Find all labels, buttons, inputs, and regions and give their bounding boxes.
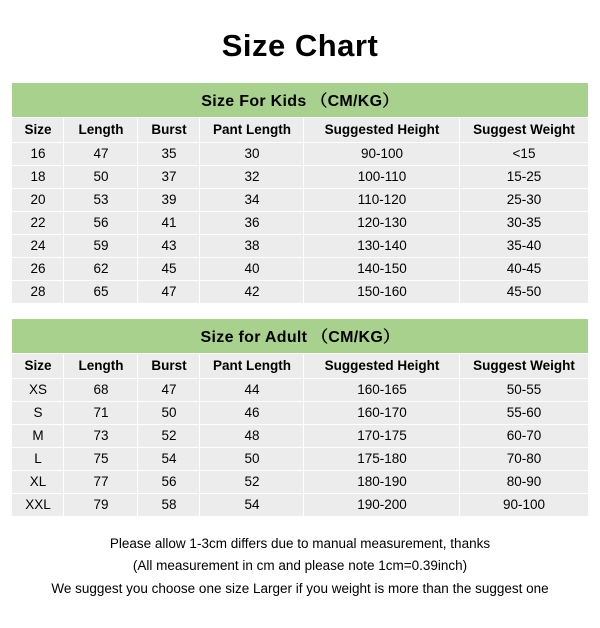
cell-suggest-weight: 40-45: [460, 258, 588, 281]
cell-pant-length: 46: [200, 402, 304, 425]
cell-burst: 52: [138, 425, 200, 448]
kids-header-burst: Burst: [138, 118, 200, 143]
kids-header-pant-length: Pant Length: [200, 118, 304, 143]
cell-suggested-height: 110-120: [304, 189, 460, 212]
adult-header-suggested-height: Suggested Height: [304, 354, 460, 379]
table-row: [12, 166, 588, 189]
cell-burst: 35: [138, 143, 200, 166]
table-row: [12, 281, 588, 304]
cell-length: 79: [64, 494, 138, 517]
cell-length: 62: [64, 258, 138, 281]
adult-header-size: Size: [12, 354, 64, 379]
cell-pant-length: 52: [200, 471, 304, 494]
cell-size: XL: [12, 471, 64, 494]
cell-suggest-weight: 15-25: [460, 166, 588, 189]
kids-header-suggested-height: Suggested Height: [304, 118, 460, 143]
cell-pant-length: 36: [200, 212, 304, 235]
cell-pant-length: 54: [200, 494, 304, 517]
cell-length: 59: [64, 235, 138, 258]
table-row: [12, 212, 588, 235]
notes-block: [12, 533, 588, 600]
cell-suggest-weight: 80-90: [460, 471, 588, 494]
cell-burst: 58: [138, 494, 200, 517]
note-line-3: We suggest you choose one size Larger if you weight is more than the suggest one: [51, 580, 549, 596]
cell-suggest-weight: 50-55: [460, 379, 588, 402]
cell-suggest-weight: 70-80: [460, 448, 588, 471]
cell-size: XXL: [12, 494, 64, 517]
cell-suggested-height: 180-190: [304, 471, 460, 494]
cell-pant-length: 32: [200, 166, 304, 189]
kids-header-length: Length: [64, 118, 138, 143]
table-row: [12, 425, 588, 448]
cell-size: 24: [12, 235, 64, 258]
cell-pant-length: 34: [200, 189, 304, 212]
cell-length: 47: [64, 143, 138, 166]
note-line-1: Please allow 1-3cm differs due to manual measurement, thanks: [109, 536, 491, 551]
kids-header-row: [12, 118, 588, 143]
cell-burst: 56: [138, 471, 200, 494]
kids-size-table: [11, 82, 588, 304]
cell-suggested-height: 100-110: [304, 166, 460, 189]
cell-suggest-weight: 45-50: [460, 281, 588, 304]
cell-length: 65: [64, 281, 138, 304]
cell-suggest-weight: 35-40: [460, 235, 588, 258]
table-row: [12, 258, 588, 281]
cell-pant-length: 42: [200, 281, 304, 304]
cell-burst: 37: [138, 166, 200, 189]
cell-pant-length: 44: [200, 379, 304, 402]
note-line-2: (All measurement in cm and please note 1cm=0.39inch): [132, 558, 468, 574]
adult-section-title: Size for Adult （CM/KG）: [12, 319, 588, 354]
cell-size: S: [12, 402, 64, 425]
cell-pant-length: 50: [200, 448, 304, 471]
page-title: Size Chart: [221, 28, 379, 63]
cell-pant-length: 38: [200, 235, 304, 258]
size-chart-page: [0, 28, 600, 628]
cell-burst: 47: [138, 281, 200, 304]
cell-suggested-height: 175-180: [304, 448, 460, 471]
cell-size: 20: [12, 189, 64, 212]
cell-pant-length: 48: [200, 425, 304, 448]
table-gap: [0, 304, 600, 318]
cell-suggested-height: 160-165: [304, 379, 460, 402]
cell-pant-length: 30: [200, 143, 304, 166]
cell-size: M: [12, 425, 64, 448]
cell-size: 22: [12, 212, 64, 235]
cell-burst: 54: [138, 448, 200, 471]
cell-suggest-weight: 30-35: [460, 212, 588, 235]
cell-size: L: [12, 448, 64, 471]
cell-burst: 47: [138, 379, 200, 402]
cell-suggested-height: 150-160: [304, 281, 460, 304]
cell-size: XS: [12, 379, 64, 402]
adult-header-length: Length: [64, 354, 138, 379]
table-row: [12, 235, 588, 258]
table-row: [12, 143, 588, 166]
cell-suggested-height: 90-100: [304, 143, 460, 166]
cell-length: 68: [64, 379, 138, 402]
cell-burst: 43: [138, 235, 200, 258]
cell-size: 16: [12, 143, 64, 166]
kids-section-title-row: [12, 83, 588, 118]
table-row: [12, 189, 588, 212]
kids-header-size: Size: [12, 118, 64, 143]
adult-header-suggest-weight: Suggest Weight: [460, 354, 588, 379]
adult-header-burst: Burst: [138, 354, 200, 379]
cell-suggested-height: 190-200: [304, 494, 460, 517]
adult-header-pant-length: Pant Length: [200, 354, 304, 379]
cell-length: 75: [64, 448, 138, 471]
cell-burst: 45: [138, 258, 200, 281]
cell-length: 73: [64, 425, 138, 448]
cell-suggested-height: 170-175: [304, 425, 460, 448]
cell-suggest-weight: 90-100: [460, 494, 588, 517]
adult-size-table: [11, 318, 588, 517]
cell-suggest-weight: 55-60: [460, 402, 588, 425]
cell-pant-length: 40: [200, 258, 304, 281]
table-row: [12, 379, 588, 402]
kids-header-suggest-weight: Suggest Weight: [460, 118, 588, 143]
cell-suggest-weight: 25-30: [460, 189, 588, 212]
table-row: [12, 471, 588, 494]
cell-length: 71: [64, 402, 138, 425]
cell-burst: 50: [138, 402, 200, 425]
cell-size: 18: [12, 166, 64, 189]
cell-size: 26: [12, 258, 64, 281]
cell-burst: 41: [138, 212, 200, 235]
cell-length: 77: [64, 471, 138, 494]
cell-length: 53: [64, 189, 138, 212]
table-row: [12, 494, 588, 517]
cell-suggested-height: 140-150: [304, 258, 460, 281]
cell-suggest-weight: <15: [460, 143, 588, 166]
cell-suggested-height: 130-140: [304, 235, 460, 258]
cell-suggested-height: 120-130: [304, 212, 460, 235]
cell-length: 56: [64, 212, 138, 235]
cell-suggest-weight: 60-70: [460, 425, 588, 448]
adult-section-title-row: [12, 319, 588, 354]
cell-length: 50: [64, 166, 138, 189]
cell-suggested-height: 160-170: [304, 402, 460, 425]
adult-header-row: [12, 354, 588, 379]
table-row: [12, 402, 588, 425]
table-row: [12, 448, 588, 471]
kids-section-title: Size For Kids （CM/KG）: [12, 83, 588, 118]
cell-burst: 39: [138, 189, 200, 212]
cell-size: 28: [12, 281, 64, 304]
